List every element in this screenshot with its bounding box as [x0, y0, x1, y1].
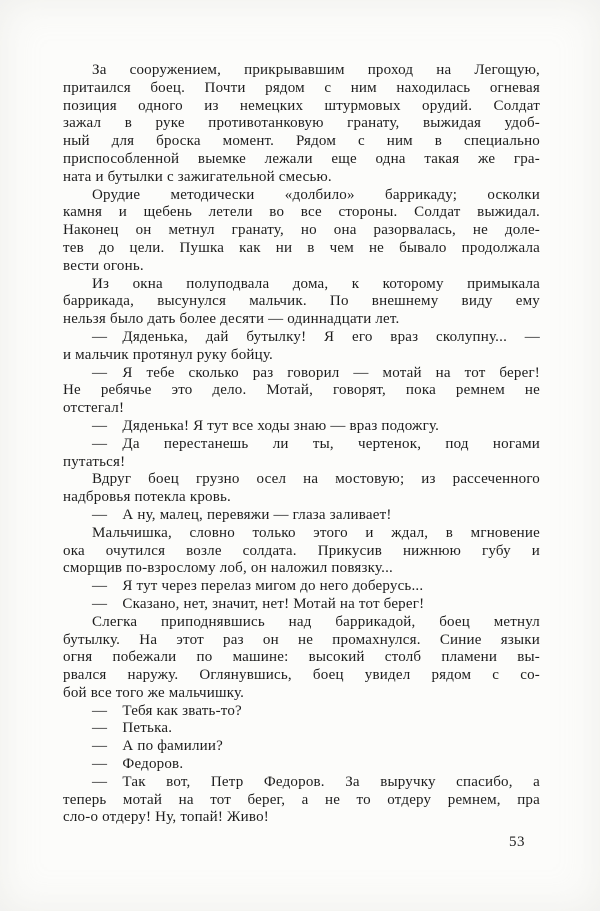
text-line: сморщив по-взрослому лоб, он наложил повязку... — [63, 560, 393, 577]
text-line: — Петька. — [92, 720, 173, 737]
text-line: ный для броска момент. Рядом с ним в специально — [63, 133, 540, 150]
text-line: вести огонь. — [63, 257, 144, 274]
page-number: 53 — [509, 834, 525, 850]
text-line: Из окна полуподвала дома, к которому примыкала — [92, 275, 540, 292]
text-line: теперь мотай на тот берег, а не то отдеру ремнем, пра — [63, 791, 540, 808]
text-line: Вдруг боец грузно осел на мостовую; из рассеченного — [92, 471, 540, 488]
text-line: — Да перестанешь ли ты, чертенок, под ногами — [92, 435, 540, 452]
text-line: — Дяденька, дай бутылку! Я его враз сколупну... — — [92, 328, 540, 345]
page-text — [63, 62, 540, 827]
text-line: — Тебя как звать-то? — [92, 702, 242, 719]
text-line: сло-о отдеру! Ну, топай! Живо! — [63, 809, 269, 826]
text-line: огня побежали по машине: высокий столб пламени вы- — [63, 649, 540, 666]
text-line: отстегал! — [63, 400, 125, 417]
text-line: Слегка приподнявшись над баррикадой, боец метнул — [92, 613, 540, 630]
text-line: притаился боец. Почти рядом с ним находилась огневая — [63, 79, 540, 96]
text-line: — А ну, малец, перевяжи — глаза заливает! — [92, 506, 392, 523]
text-line: Наконец он метнул гранату, но она разорвалась, не доле- — [63, 222, 540, 239]
text-line: Мальчишка, словно только этого и ждал, в мгновение — [92, 524, 540, 541]
text-line: зажал в руке противотанковую гранату, выжидая удоб- — [63, 115, 540, 132]
text-line: баррикада, высунулся мальчик. По внешнему виду ему — [63, 293, 540, 310]
text-line: Не ребячье это дело. Мотай, говорят, пока ремнем не — [63, 382, 540, 399]
text-line: ната и бутылки с зажигательной смесью. — [63, 168, 332, 185]
text-line: приспособленной выемке лежали еще одна такая же гра- — [63, 150, 540, 167]
text-line: бой все того же мальчишку. — [63, 684, 245, 701]
text-line: — Я тут через перелаз мигом до него доберусь... — [92, 578, 424, 595]
text-line: — А по фамилии? — [92, 738, 223, 755]
text-line: — Я тебе сколько раз говорил — мотай на тот берег! — [92, 364, 540, 381]
text-line: — Сказано, нет, значит, нет! Мотай на тот берег! — [92, 595, 425, 612]
text-line: бутылку. На этот раз он не промахнулся. Синие языки — [63, 631, 540, 648]
text-line: ока очутился возле солдата. Прикусив нижнюю губу и — [63, 542, 540, 559]
text-line: надбровья потекла кровь. — [63, 489, 232, 506]
text-line: За сооружением, прикрывавшим проход на Легощую, — [92, 62, 540, 78]
text-line: — Дяденька! Я тут все ходы знаю — враз подожгу. — [92, 417, 440, 434]
text-line: — Федоров. — [92, 756, 184, 773]
text-line: — Так вот, Петр Федоров. За выручку спасибо, а — [92, 773, 540, 790]
text-line: и мальчик протянул руку бойцу. — [63, 346, 274, 363]
text-line: нельзя было дать более десяти — одиннадцати лет. — [63, 311, 400, 328]
text-line: рвался наружу. Оглянувшись, боец увидел рядом с со- — [63, 667, 540, 684]
text-line: камня и щебень летели во все стороны. Солдат выжидал. — [63, 204, 540, 221]
text-line: позиция одного из немецких штурмовых орудий. Солдат — [63, 97, 540, 114]
text-line: путаться! — [63, 453, 126, 470]
text-line: тев до цели. Пушка как ни в чем не бывало продолжала — [63, 239, 540, 256]
text-line: Орудие методически «долбило» баррикаду; осколки — [92, 186, 540, 203]
